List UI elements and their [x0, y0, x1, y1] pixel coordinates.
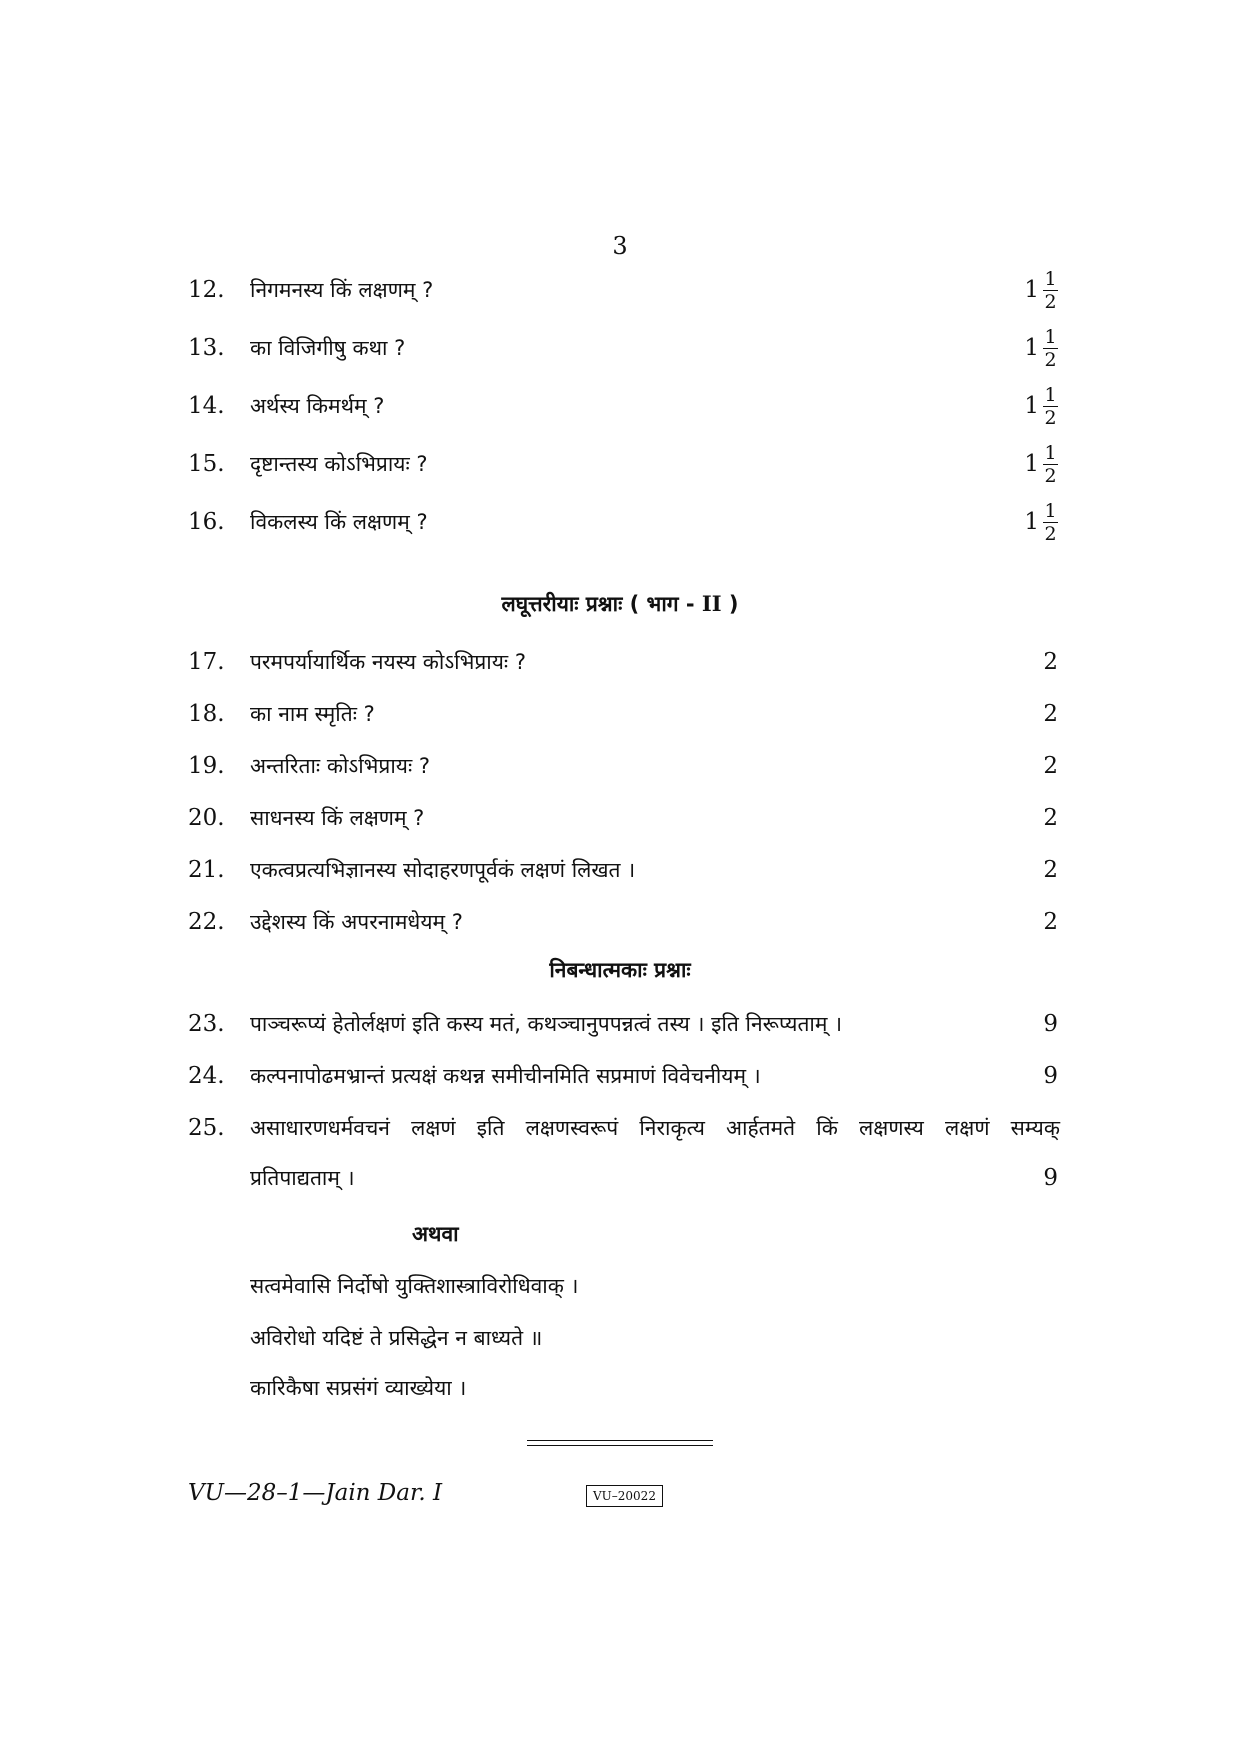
question-marks: 9: [1043, 1063, 1058, 1089]
heading-roman-numeral: II: [701, 591, 722, 616]
fraction-denominator: 2: [1044, 522, 1057, 545]
question-17: [188, 642, 1058, 682]
question-number: 17.: [188, 649, 225, 675]
question-number: 15.: [188, 451, 225, 477]
fraction-denominator: 2: [1044, 348, 1057, 371]
question-text: कल्पनापोढमभ्रान्तं प्रत्यक्षं कथन्न समीचीनमिति सप्रमाणं विवेचनीयम् ।: [250, 1064, 761, 1088]
verse-instruction: कारिकैषा सप्रसंगं व्याख्येया ।: [250, 1376, 467, 1400]
question-number: 12.: [188, 277, 225, 303]
question-number: 21.: [188, 857, 225, 883]
question-16: [188, 499, 1058, 545]
heading-text: लघूत्तरीयाः प्रश्नाः ( भाग -: [501, 592, 702, 616]
marks-fraction: [1043, 268, 1058, 313]
question-19: [188, 746, 1058, 786]
question-text: परमपर्यायार्थिक नयस्य कोऽभिप्रायः ?: [250, 650, 526, 674]
question-text: पाञ्चरूप्यं हेतोर्लक्षणं इति कस्य मतं, कथञ्चानुपपन्नत्वं तस्य । इति निरूप्यताम् ।: [250, 1012, 843, 1036]
question-text: का विजिगीषु कथा ?: [250, 336, 406, 360]
marks-fraction: [1043, 442, 1058, 487]
question-marks: [1024, 494, 1058, 550]
marks-whole: 1: [1024, 277, 1039, 303]
marks-whole: 1: [1024, 335, 1039, 361]
question-marks: [1024, 262, 1058, 318]
question-24: [188, 1056, 1058, 1096]
page-number: 3: [612, 232, 628, 260]
fraction-numerator: 1: [1044, 383, 1057, 406]
question-marks: [1024, 320, 1058, 376]
question-marks: 2: [1043, 909, 1058, 935]
marks-fraction: [1043, 326, 1058, 371]
section-heading-essay: निबन्धात्मकाः प्रश्नाः: [549, 958, 691, 982]
question-marks: 2: [1043, 805, 1058, 831]
question-25-continuation: [188, 1158, 1058, 1198]
question-number: 25.: [188, 1115, 225, 1141]
question-number: 19.: [188, 753, 225, 779]
question-marks: 2: [1043, 649, 1058, 675]
marks-fraction: [1043, 384, 1058, 429]
verse-line-1: सत्वमेवासि निर्दोषो युक्तिशास्त्राविरोधिवाक् ।: [250, 1274, 579, 1298]
athva-label: अथवा: [412, 1222, 459, 1246]
fraction-denominator: 2: [1044, 406, 1057, 429]
question-text: अर्थस्य किमर्थम् ?: [250, 394, 385, 418]
question-text: उद्देशस्य किं अपरनामधेयम् ?: [250, 910, 463, 934]
question-text: निगमनस्य किं लक्षणम् ?: [250, 278, 434, 302]
question-21: [188, 850, 1058, 890]
question-15: [188, 441, 1058, 487]
question-25-line-2: प्रतिपाद्यताम् ।: [250, 1166, 355, 1190]
marks-fraction: [1043, 500, 1058, 545]
marks-whole: 1: [1024, 509, 1039, 535]
question-marks: [1024, 378, 1058, 434]
question-number: 13.: [188, 335, 225, 361]
question-23: [188, 1004, 1058, 1044]
question-marks: 9: [1043, 1165, 1058, 1191]
question-text: एकत्वप्रत्यभिज्ञानस्य सोदाहरणपूर्वकं लक्षणं लिखत ।: [250, 858, 636, 882]
end-divider: [527, 1440, 713, 1446]
question-13: [188, 325, 1058, 371]
question-marks: 2: [1043, 857, 1058, 883]
question-text: अन्तरिताः कोऽभिप्रायः ?: [250, 754, 431, 778]
question-marks: 2: [1043, 701, 1058, 727]
question-number: 23.: [188, 1011, 225, 1037]
marks-whole: 1: [1024, 451, 1039, 477]
verse-line-2: अविरोधो यदिष्टं ते प्रसिद्धेन न बाध्यते ॥: [250, 1326, 543, 1350]
question-number: 20.: [188, 805, 225, 831]
heading-close: ): [721, 592, 739, 616]
question-25-line-1: असाधारणधर्मवचनं लक्षणं इति लक्षणस्वरूपं निराकृत्य आर्हतमते किं लक्षणस्य लक्षणं सम्यक्: [250, 1116, 1060, 1140]
fraction-numerator: 1: [1044, 499, 1057, 522]
question-text: दृष्टान्तस्य कोऽभिप्रायः ?: [250, 452, 428, 476]
question-14: [188, 383, 1058, 429]
question-text: का नाम स्मृतिः ?: [250, 702, 375, 726]
question-marks: [1024, 436, 1058, 492]
fraction-denominator: 2: [1044, 464, 1057, 487]
fraction-numerator: 1: [1044, 441, 1057, 464]
question-number: 16.: [188, 509, 225, 535]
question-text: विकलस्य किं लक्षणम् ?: [250, 510, 428, 534]
question-marks: 2: [1043, 753, 1058, 779]
question-number: 22.: [188, 909, 225, 935]
question-number: 24.: [188, 1063, 225, 1089]
fraction-numerator: 1: [1044, 325, 1057, 348]
question-number: 14.: [188, 393, 225, 419]
question-marks: 9: [1043, 1011, 1058, 1037]
question-20: [188, 798, 1058, 838]
question-22: [188, 902, 1058, 942]
question-12: [188, 267, 1058, 313]
question-18: [188, 694, 1058, 734]
question-text: साधनस्य किं लक्षणम् ?: [250, 806, 425, 830]
paper-code-box: VU–20022: [586, 1485, 663, 1507]
question-number: 18.: [188, 701, 225, 727]
section-heading-part-2: [0, 584, 1240, 624]
course-code: VU—28–1—Jain Dar. I: [188, 1480, 443, 1506]
fraction-denominator: 2: [1044, 290, 1057, 313]
fraction-numerator: 1: [1044, 267, 1057, 290]
marks-whole: 1: [1024, 393, 1039, 419]
